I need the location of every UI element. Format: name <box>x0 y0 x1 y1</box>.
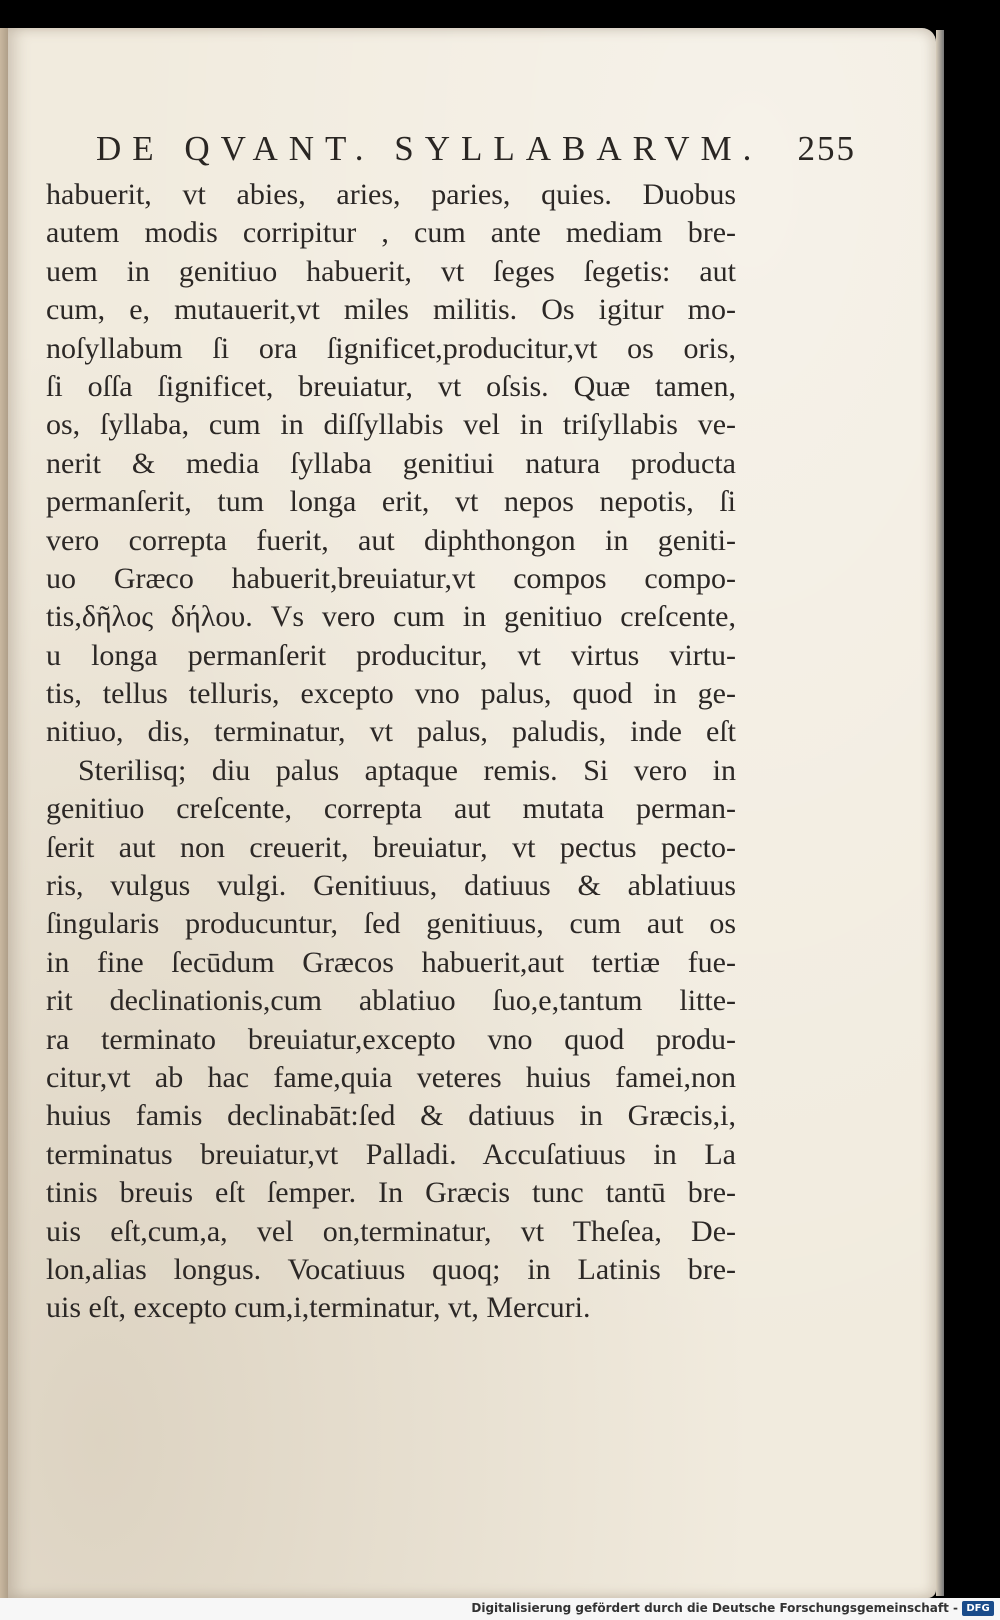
text-line: rit declinationis,cum ablatiuo ſuo,e,tantum litte- <box>46 984 736 1018</box>
dfg-logo-icon: DFG <box>962 1601 994 1616</box>
text-block <box>46 176 736 1328</box>
text-line: lon,alias longus. Vocatiuus quoq; in Latinis bre- <box>46 1252 736 1286</box>
text-line: nerit & media ſyllaba genitiui natura producta <box>46 446 736 480</box>
funding-credit: Digitalisierung gefördert durch die Deutsche Forschungsgemeinschaft - <box>471 1601 958 1615</box>
text-line: huius famis declinabāt:ſed & datiuus in Græcis,i, <box>46 1099 736 1133</box>
text-line: os, ſyllaba, cum in diſſyllabis vel in triſyllabis ve- <box>46 408 736 442</box>
text-line: ſi oſſa ſignificet, breuiatur, vt oſsis. Quæ tamen, <box>46 369 736 403</box>
text-line: uis eſt,cum,a, vel on,terminatur, vt Theſea, De- <box>46 1214 736 1248</box>
page-edge-right <box>936 30 944 1596</box>
text-line: vero correpta fuerit, aut diphthongon in geniti- <box>46 523 736 557</box>
page-number: 255 <box>797 129 856 168</box>
text-line: ſerit aut non creuerit, breuiatur, vt pectus pecto- <box>46 830 736 864</box>
text-line: autem modis corripitur , cum ante mediam bre- <box>46 216 736 250</box>
text-line: uo Græco habuerit,breuiatur,vt compos compo- <box>46 561 736 595</box>
text-line: in fine ſecūdum Græcos habuerit,aut tertiæ fue- <box>46 945 736 979</box>
text-line: uis eſt, excepto cum,i,terminatur, vt, Mercuri. <box>46 1291 591 1325</box>
text-line: tinis breuis eſt ſemper. In Græcis tunc tantū bre- <box>46 1176 736 1210</box>
text-line: terminatus breuiatur,vt Palladi. Accuſatiuus in La <box>46 1137 736 1171</box>
running-title: DE QVANT. SYLLABARVM. <box>96 129 763 168</box>
text-line: u longa permanſerit producitur, vt virtus virtu- <box>46 638 736 672</box>
text-line: citur,vt ab hac fame,quia veteres huius famei,non <box>46 1060 736 1094</box>
text-line: tis, tellus telluris, excepto vno palus, quod in ge- <box>46 677 736 711</box>
footer-bar <box>0 1598 1000 1620</box>
text-line: uem in genitiuo habuerit, vt ſeges ſegetis: aut <box>46 254 736 288</box>
text-line: ra terminato breuiatur,excepto vno quod produ- <box>46 1022 736 1056</box>
text-line: cum, e, mutauerit,vt miles militis. Os igitur mo- <box>46 293 736 327</box>
text-line: tis,δῆλος δήλου. Vs vero cum in genitiuo creſcente, <box>46 600 736 634</box>
text-line: habuerit, vt abies, aries, paries, quies. Duobus <box>46 178 736 211</box>
book-page <box>8 28 936 1598</box>
text-line: noſyllabum ſi ora ſignificet,producitur,vt os oris, <box>46 331 736 365</box>
text-line: ſingularis producuntur, ſed genitiuus, cum aut os <box>46 907 736 941</box>
text-line: permanſerit, tum longa erit, vt nepos nepotis, ſi <box>46 485 736 519</box>
text-line: nitiuo, dis, terminatur, vt palus, paludis, inde eſt <box>46 715 736 749</box>
running-head <box>96 126 856 172</box>
text-line: genitiuo creſcente, correpta aut mutata perman- <box>46 792 736 826</box>
text-line: ris, vulgus vulgi. Genitiuus, datiuus & ablatiuus <box>46 869 736 903</box>
verse-quote-line: Sterilisq; diu palus aptaque remis. Si vero in <box>78 753 736 787</box>
